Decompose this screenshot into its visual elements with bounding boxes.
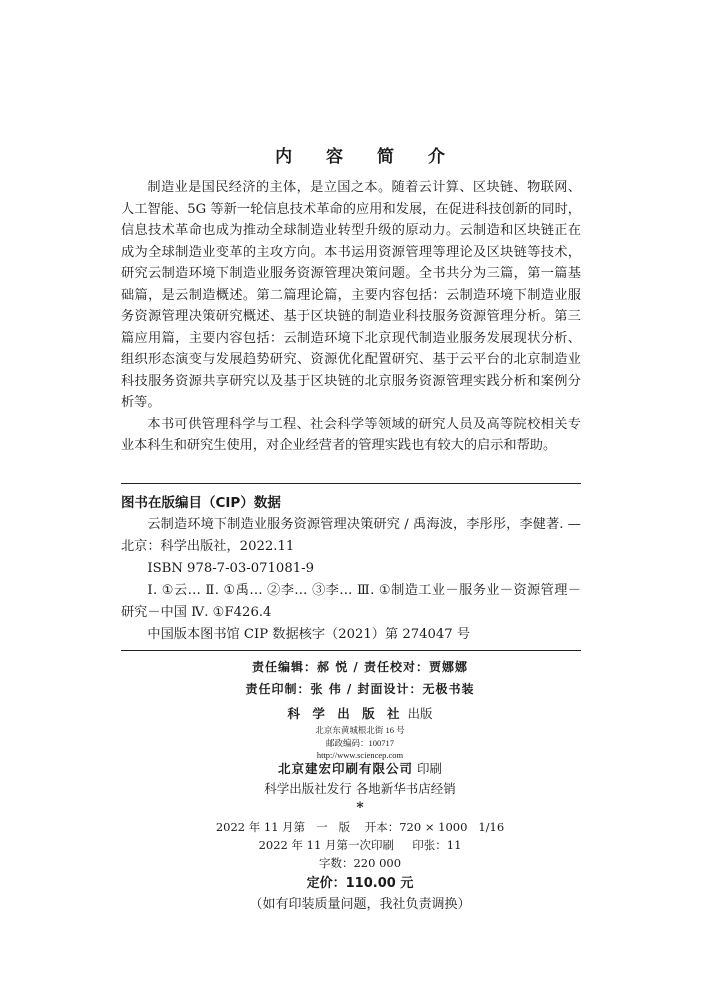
word-count: 字数：220 000 bbox=[318, 856, 402, 870]
publisher-url: http://www.sciencep.com bbox=[316, 750, 404, 760]
cip-isbn-row bbox=[121, 558, 581, 580]
quality-notice: （如有印装质量问题，我社负责调换） bbox=[249, 897, 471, 912]
cip-record bbox=[121, 514, 581, 558]
publisher-address: 北京东黄城根北街 16 号 bbox=[315, 725, 405, 735]
printer-suffix: 印刷 bbox=[416, 761, 442, 776]
intro-paragraph-2: 本书可供管理科学与工程、社会科学等领域的研究人员及高等院校相关专业本科生和研究生使用，对企业经营者的管理实践也有较大的启示和帮助。 bbox=[121, 416, 581, 453]
printer-line bbox=[0, 759, 720, 777]
cip-isbn: ISBN 978-7-03-071081-9 bbox=[147, 561, 314, 576]
printer-name: 北京建宏印刷有限公司 bbox=[277, 761, 413, 776]
intro-text bbox=[121, 177, 581, 457]
intro-paragraph-1: 制造业是国民经济的主体，是立国之本。随着云计算、区块链、物联网、人工智能、5G 等新一轮信息技术革命的应用和发展，在促进科技创新的同时，信息技术革命也成为推动全球制造业转型升级的原动力。云制造和区块链正在成为全球制造业变革的主攻方向。本书运用资源管理等理论及区块链等技术，研究云制造环境下制造业服务资源管理决策问题。全书共分为三篇，第一篇基础篇，是云制造概述。第二篇理论篇，主要内容包括：云制造环境下制造业服务资源管理决策研究概述、基于区块链的制造业科技服务资源管理分析。第三篇应用篇，主要内容包括：云制造环境下北京现代制造业服务发展现状分析、组织形态演变与发展趋势研究、资源优化配置研究、基于云平台的北京制造业科技服务资源共享研究以及基于区块链的北京服务资源管理实践分析和案例分析等。 bbox=[121, 180, 581, 410]
cip-classification: Ⅰ. ①云… Ⅱ. ①禹… ②李… ③李… Ⅲ. ①制造工业－服务业－资源管理－研究－中国 Ⅳ. ①F426.4 bbox=[121, 583, 581, 620]
cip-number: 中国版本图书馆 CIP 数据核字（2021）第 274047 号 bbox=[147, 627, 471, 642]
cip-classification-row bbox=[121, 580, 581, 624]
credits-production: 责任印制：张 伟 / 封面设计：无极书装 bbox=[245, 682, 475, 696]
publisher-name: 科 学 出 版 社 bbox=[287, 706, 404, 721]
publisher-line bbox=[0, 704, 720, 722]
credits-editors: 责任编辑：郝 悦 / 责任校对：贾娜娜 bbox=[252, 660, 468, 674]
page-title: 内 容 简 介 bbox=[275, 147, 459, 167]
cip-number-row bbox=[121, 624, 581, 646]
divider-top bbox=[121, 483, 581, 484]
cip-heading: 图书在版编目（CIP）数据 bbox=[121, 495, 281, 511]
distribution-line: 科学出版社发行 各地新华书店经销 bbox=[264, 781, 456, 796]
cip-record-text: 云制造环境下制造业服务资源管理决策研究 / 禹海波，李彤彤，李健著. —北京：科学出版社，2022.11 bbox=[121, 517, 581, 554]
publisher-postcode: 邮政编码：100717 bbox=[325, 738, 394, 748]
price: 定价：110.00 元 bbox=[306, 876, 414, 891]
edition-line: 2022 年 11 月第 一 版 开本：720 × 1000 1/16 bbox=[215, 820, 505, 834]
separator-star: * bbox=[356, 800, 364, 816]
divider-bottom bbox=[121, 650, 581, 651]
printing-line: 2022 年 11 月第一次印刷 印张：11 bbox=[258, 838, 462, 852]
publisher-name-suffix: 出版 bbox=[407, 706, 433, 721]
